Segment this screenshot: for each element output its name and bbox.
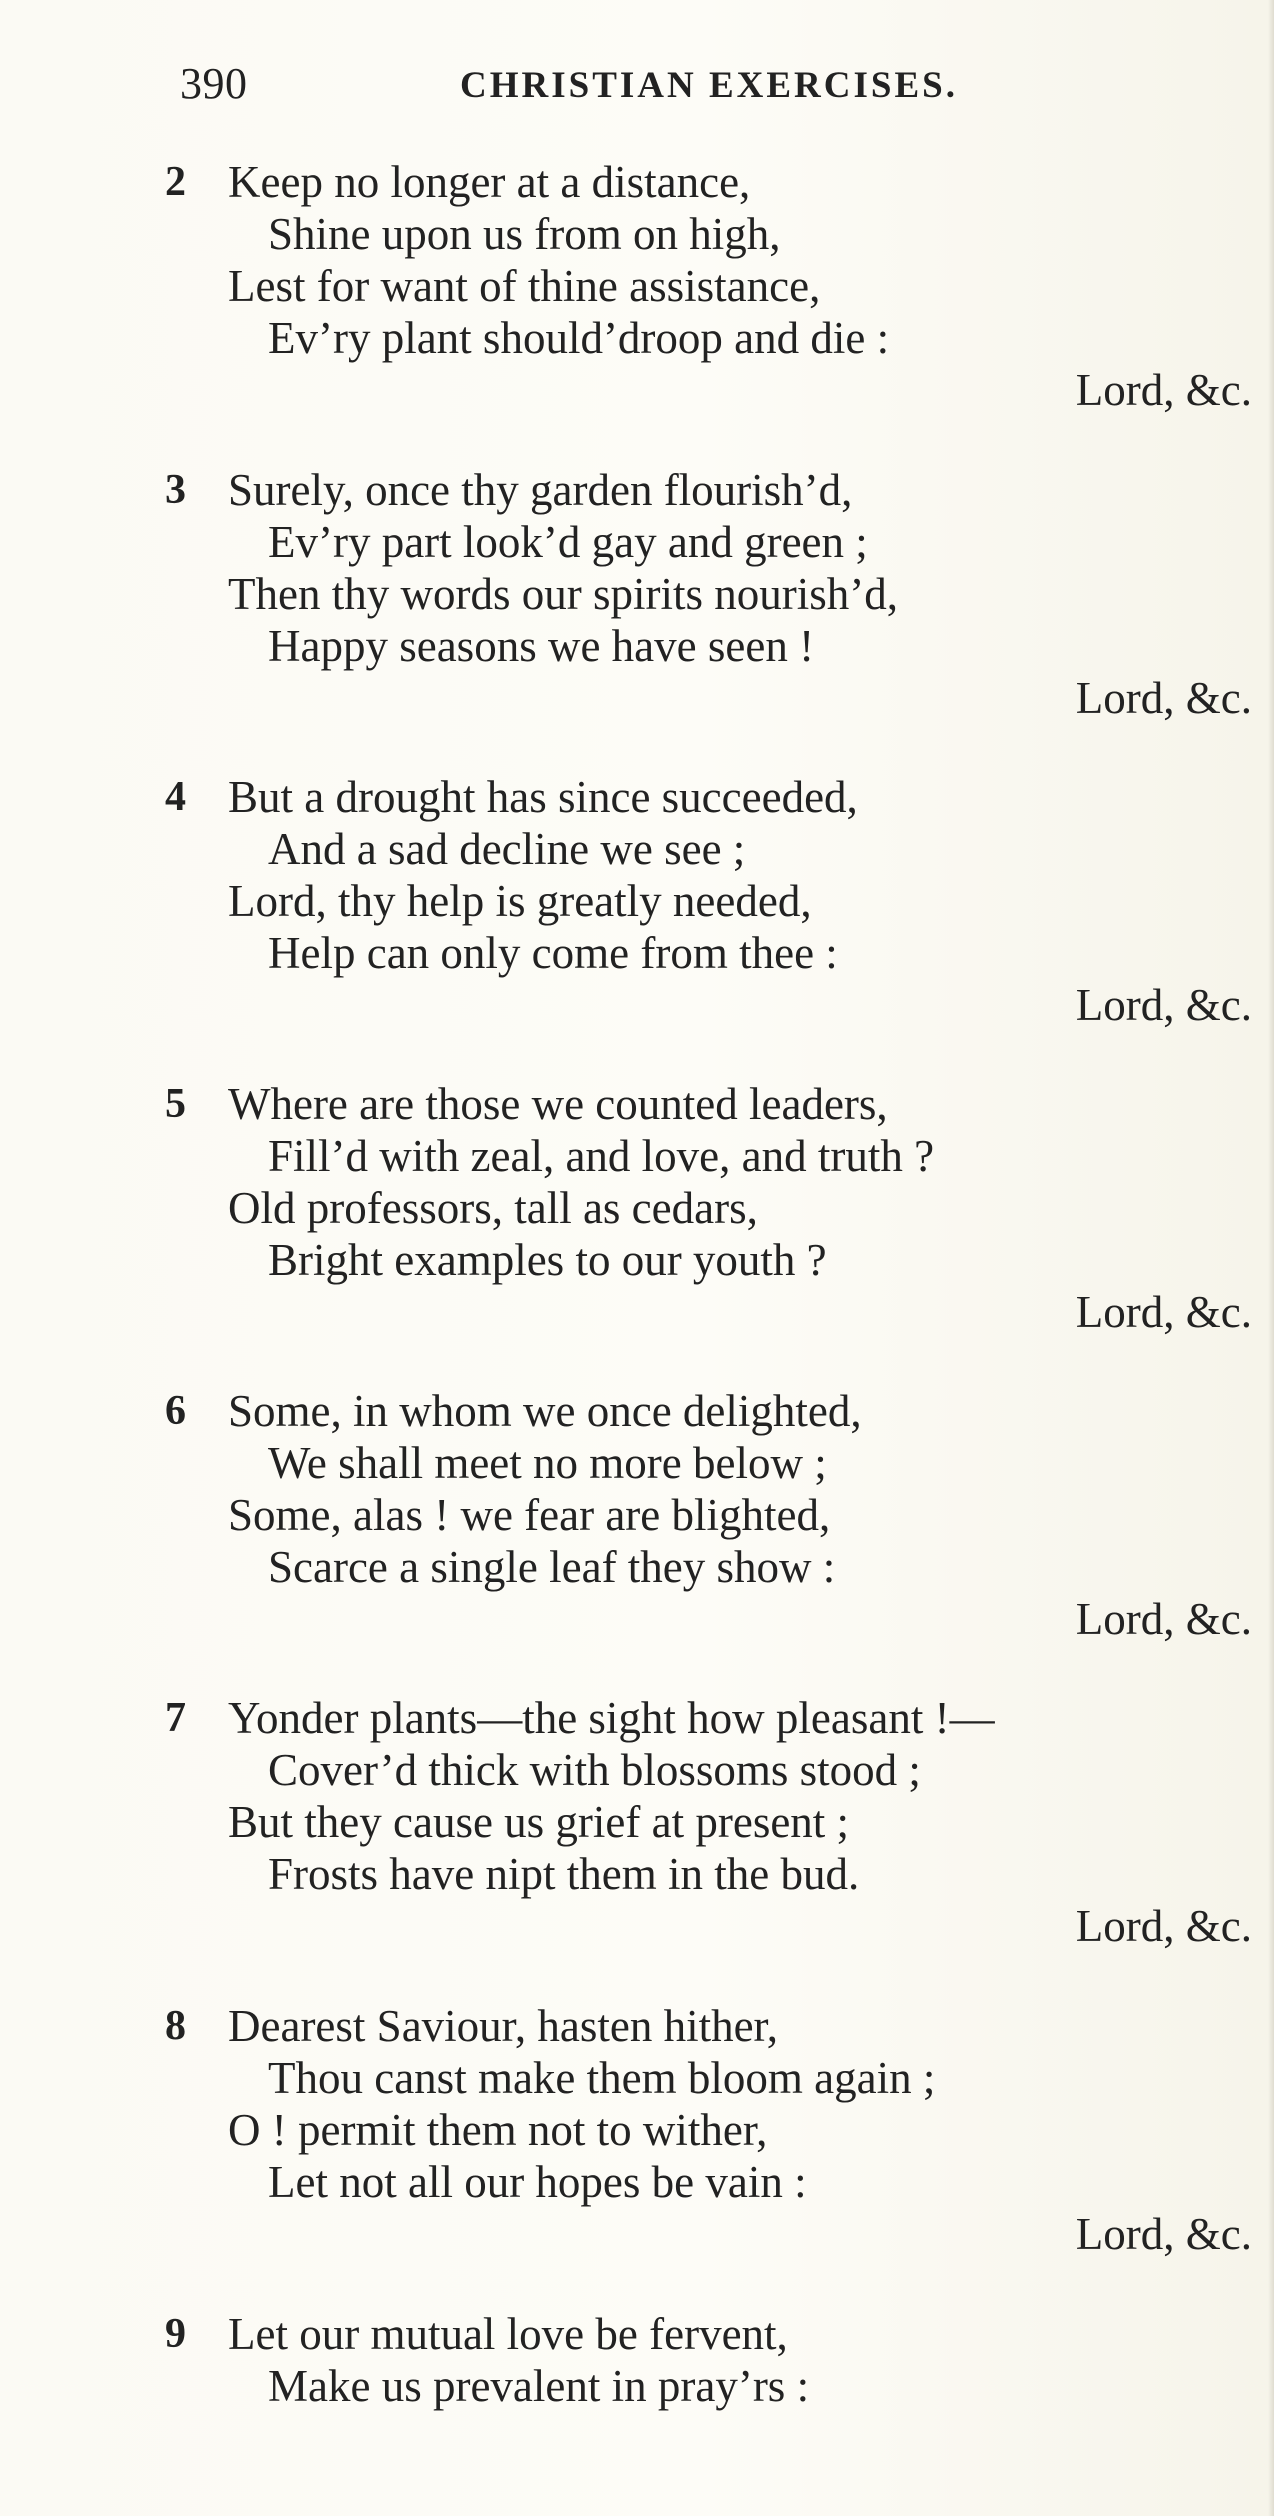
verse-line: Make us prevalent in pray’rs : <box>268 2361 810 2411</box>
verse-line: Lest for want of thine assistance, <box>228 261 821 311</box>
refrain-line: Lord, &c. <box>1075 365 1252 415</box>
verse-line: But they cause us grief at present ; <box>228 1797 850 1847</box>
verse-line: Some, in whom we once delighted, <box>228 1386 862 1436</box>
verse-line: And a sad decline we see ; <box>268 824 746 874</box>
running-title: CHRISTIAN EXERCISES. <box>460 65 958 106</box>
verse-line: Surely, once thy garden flourish’d, <box>228 465 853 515</box>
verse-number: 6 <box>165 1388 186 1434</box>
verse-line: Shine upon us from on high, <box>268 209 781 259</box>
refrain-line: Lord, &c. <box>1075 1901 1252 1951</box>
refrain-line: Lord, &c. <box>1075 1287 1252 1337</box>
verse-number: 7 <box>165 1695 186 1741</box>
verse-line: Thou canst make them bloom again ; <box>268 2053 936 2103</box>
verse-line: Let our mutual love be fervent, <box>228 2309 788 2359</box>
verse-line: Let not all our hopes be vain : <box>268 2157 807 2207</box>
verse-line: Bright examples to our youth ? <box>268 1235 827 1285</box>
verse-number: 4 <box>165 774 186 820</box>
verse-line: Ev’ry part look’d gay and green ; <box>268 517 868 567</box>
verse-number: 8 <box>165 2003 186 2049</box>
verse-number: 5 <box>165 1081 186 1127</box>
page-header <box>180 58 1030 128</box>
verse-line: Cover’d thick with blossoms stood ; <box>268 1745 921 1795</box>
verse-line: Old professors, tall as cedars, <box>228 1183 758 1233</box>
verse-line: Dearest Saviour, hasten hither, <box>228 2001 778 2051</box>
verse-line: Frosts have nipt them in the bud. <box>268 1849 860 1899</box>
verse-line: We shall meet no more below ; <box>268 1438 827 1488</box>
verse-line: Help can only come from thee : <box>268 928 838 978</box>
refrain-line: Lord, &c. <box>1075 980 1252 1030</box>
verse-line: Ev’ry plant should’droop and die : <box>268 313 890 363</box>
verse-line: But a drought has since succeeded, <box>228 772 858 822</box>
verse-number: 3 <box>165 467 186 513</box>
verse-number: 2 <box>165 159 186 205</box>
refrain-line: Lord, &c. <box>1075 673 1252 723</box>
verse-line: Happy seasons we have seen ! <box>268 621 815 671</box>
verse-line: Where are those we counted leaders, <box>228 1079 888 1129</box>
verse-line: Then thy words our spirits nourish’d, <box>228 569 898 619</box>
verse-number: 9 <box>165 2311 186 2357</box>
verse-line: Lord, thy help is greatly needed, <box>228 876 812 926</box>
page-number: 390 <box>180 59 248 108</box>
verse-line: Yonder plants—the sight how pleasant !— <box>228 1693 995 1743</box>
page-edge-shadow <box>1268 0 1274 2516</box>
verse-line: Fill’d with zeal, and love, and truth ? <box>268 1131 935 1181</box>
verse-line: Keep no longer at a distance, <box>228 157 751 207</box>
refrain-line: Lord, &c. <box>1075 2209 1252 2259</box>
verse-line: O ! permit them not to wither, <box>228 2105 768 2155</box>
verse-line: Some, alas ! we fear are blighted, <box>228 1490 831 1540</box>
verse-line: Scarce a single leaf they show : <box>268 1542 836 1592</box>
refrain-line: Lord, &c. <box>1075 1594 1252 1644</box>
